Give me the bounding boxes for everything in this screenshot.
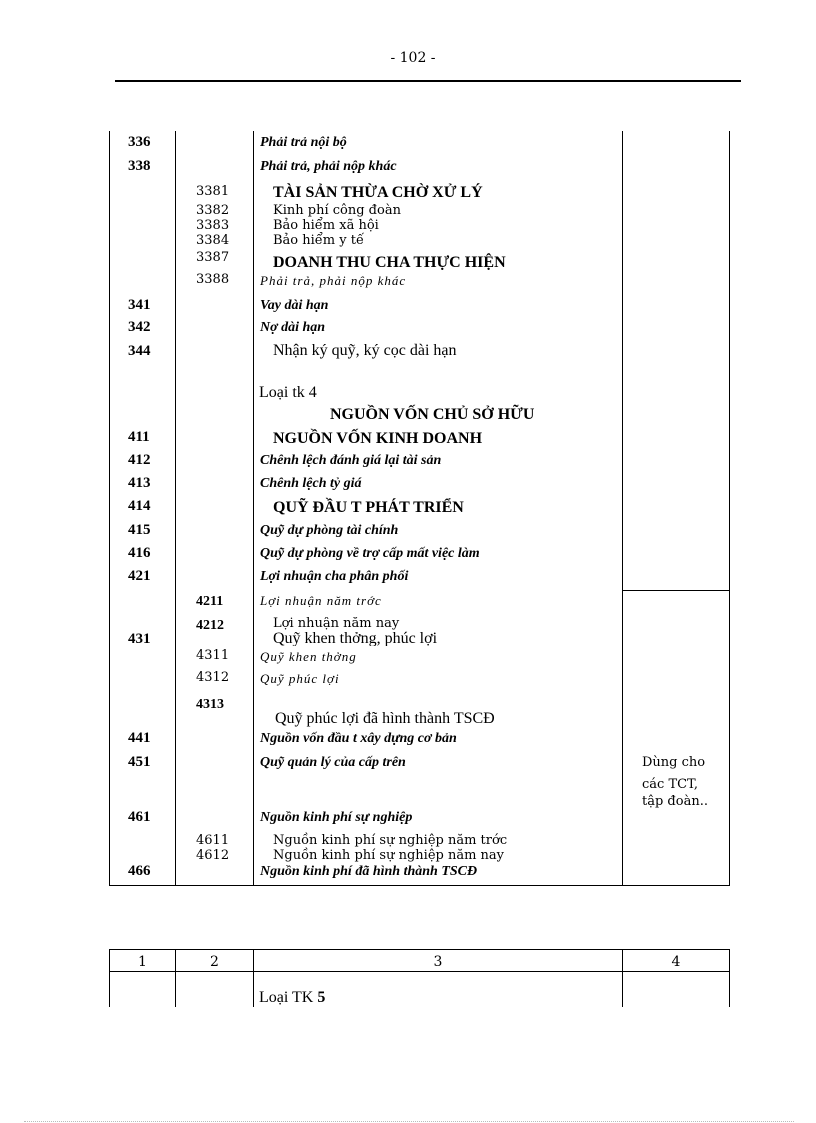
column-header-1: 1 [138, 954, 147, 970]
account-name: Bảo hiểm y tế [273, 233, 364, 248]
account-name: Quỹ dự phòng tài chính [260, 523, 399, 538]
account-name: Quỹ dự phòng về trợ cấp mất việc làm [260, 546, 480, 561]
table1-note-divider [622, 590, 730, 591]
account-name: Nguồn vốn đầu t xây dựng cơ bản [260, 731, 457, 746]
account-name: Nguồn kinh phí sự nghiệp năm nay [273, 848, 505, 863]
account-name: Nhận ký quỹ, ký cọc dài hạn [273, 342, 457, 359]
account-name: Quỹ quản lý của cấp trên [260, 755, 406, 770]
account-name: Phải trả, phải nộp khác [260, 159, 397, 174]
account-code: 466 [128, 863, 151, 879]
table1-border-bottom [109, 885, 730, 886]
note-line: tập đoàn.. [642, 793, 708, 809]
account-name: Lợi nhuận cha phân phối [260, 569, 409, 584]
section-title: NGUỒN VỐN CHỦ SỞ HỮU [330, 406, 535, 423]
sub-account-code: 4313 [196, 697, 224, 712]
account-name: Chênh lệch tỷ giá [260, 476, 362, 491]
sub-account-code: 3382 [196, 203, 230, 218]
sub-account-code: 3381 [196, 184, 230, 199]
account-name: Nợ dài hạn [260, 320, 326, 335]
sub-account-code: 3387 [196, 250, 230, 265]
table-row [176, 617, 622, 631]
account-name: Bảo hiểm xã hội [273, 218, 379, 233]
account-code: 431 [128, 631, 151, 646]
sub-account-code: 4212 [196, 618, 224, 631]
account-code: 336 [128, 134, 151, 150]
account-code: 421 [128, 568, 151, 584]
table2-border-right [729, 949, 730, 1007]
table1-border-right [729, 131, 730, 886]
account-name: Quỹ phúc lợi đã hình thành TSCĐ [275, 710, 495, 727]
account-name: Lợi nhuận năm nay [273, 617, 400, 631]
column-header-3: 3 [433, 954, 443, 970]
account-code: 415 [128, 522, 151, 538]
sub-account-code: 4211 [196, 594, 224, 609]
table1-col-divider-1 [175, 131, 176, 886]
account-code: 413 [128, 475, 151, 491]
sub-account-code: 4311 [196, 648, 230, 663]
account-code: 341 [128, 297, 151, 313]
sub-account-code: 3384 [196, 233, 230, 248]
table1-col-divider-2 [253, 131, 254, 886]
sub-account-code: 3388 [196, 272, 230, 287]
account-code: 451 [128, 754, 151, 770]
account-name: Nguồn kinh phí sự nghiệp năm trớc [273, 833, 508, 848]
table1-border-left [109, 131, 110, 886]
section-label-number: 5 [317, 989, 326, 1006]
section-label [259, 990, 325, 1006]
table2-header-divider [109, 971, 730, 972]
account-name: Quỹ khen thởng, phúc lợi [273, 630, 438, 646]
table2-border-top [109, 949, 730, 950]
account-code: 441 [128, 730, 151, 746]
account-name: QUỸ ĐẦU T PHÁT TRIỂN [273, 499, 464, 516]
account-name: Quỹ phúc lợi [260, 671, 340, 686]
table-row [0, 630, 816, 646]
account-code: 338 [128, 158, 151, 174]
page-bottom-edge [24, 1121, 794, 1122]
account-code: 411 [128, 429, 150, 445]
account-name: TÀI SẢN THỪA CHỜ XỬ LÝ [273, 184, 483, 201]
account-name: Chênh lệch đánh giá lại tài sản [260, 453, 442, 468]
sub-account-code: 4612 [196, 848, 230, 863]
account-code: 461 [128, 809, 151, 825]
account-code: 416 [128, 545, 151, 561]
note-cell [642, 755, 726, 810]
account-name: Phải trả nội bộ [260, 135, 347, 150]
page-number: - 102 - [390, 50, 436, 66]
account-name: Lợi nhuận năm trớc [260, 593, 382, 608]
sub-account-code: 3383 [196, 218, 230, 233]
account-name: Quỹ khen thởng [260, 649, 357, 664]
account-code: 342 [128, 319, 151, 335]
account-name: DOANH THU CHA THỰC HIỆN [273, 254, 506, 271]
note-line: Dùng cho [642, 755, 706, 770]
section-label-text: Loại TK [259, 989, 318, 1006]
header-rule [115, 80, 741, 82]
account-name: Kinh phí công đoàn [273, 203, 401, 218]
column-header-4: 4 [671, 954, 681, 970]
account-code: 414 [128, 498, 151, 514]
sub-account-code: 4312 [196, 670, 230, 685]
account-code: 344 [128, 343, 151, 359]
account-code: 412 [128, 452, 151, 468]
sub-account-code: 4611 [196, 833, 230, 848]
account-name: NGUỒN VỐN KINH DOANH [273, 430, 483, 447]
note-line: các TCT, [642, 777, 698, 793]
table1-col-divider-3 [622, 131, 623, 886]
account-name: Nguồn kinh phí sự nghiệp [260, 810, 413, 825]
column-header-2: 2 [210, 954, 219, 970]
account-name: Vay dài hạn [260, 298, 329, 313]
account-name: Phải trả, phải nộp khác [260, 273, 407, 288]
account-name: Nguồn kinh phí đã hình thành TSCĐ [260, 864, 478, 879]
section-label: Loại tk 4 [259, 384, 317, 401]
